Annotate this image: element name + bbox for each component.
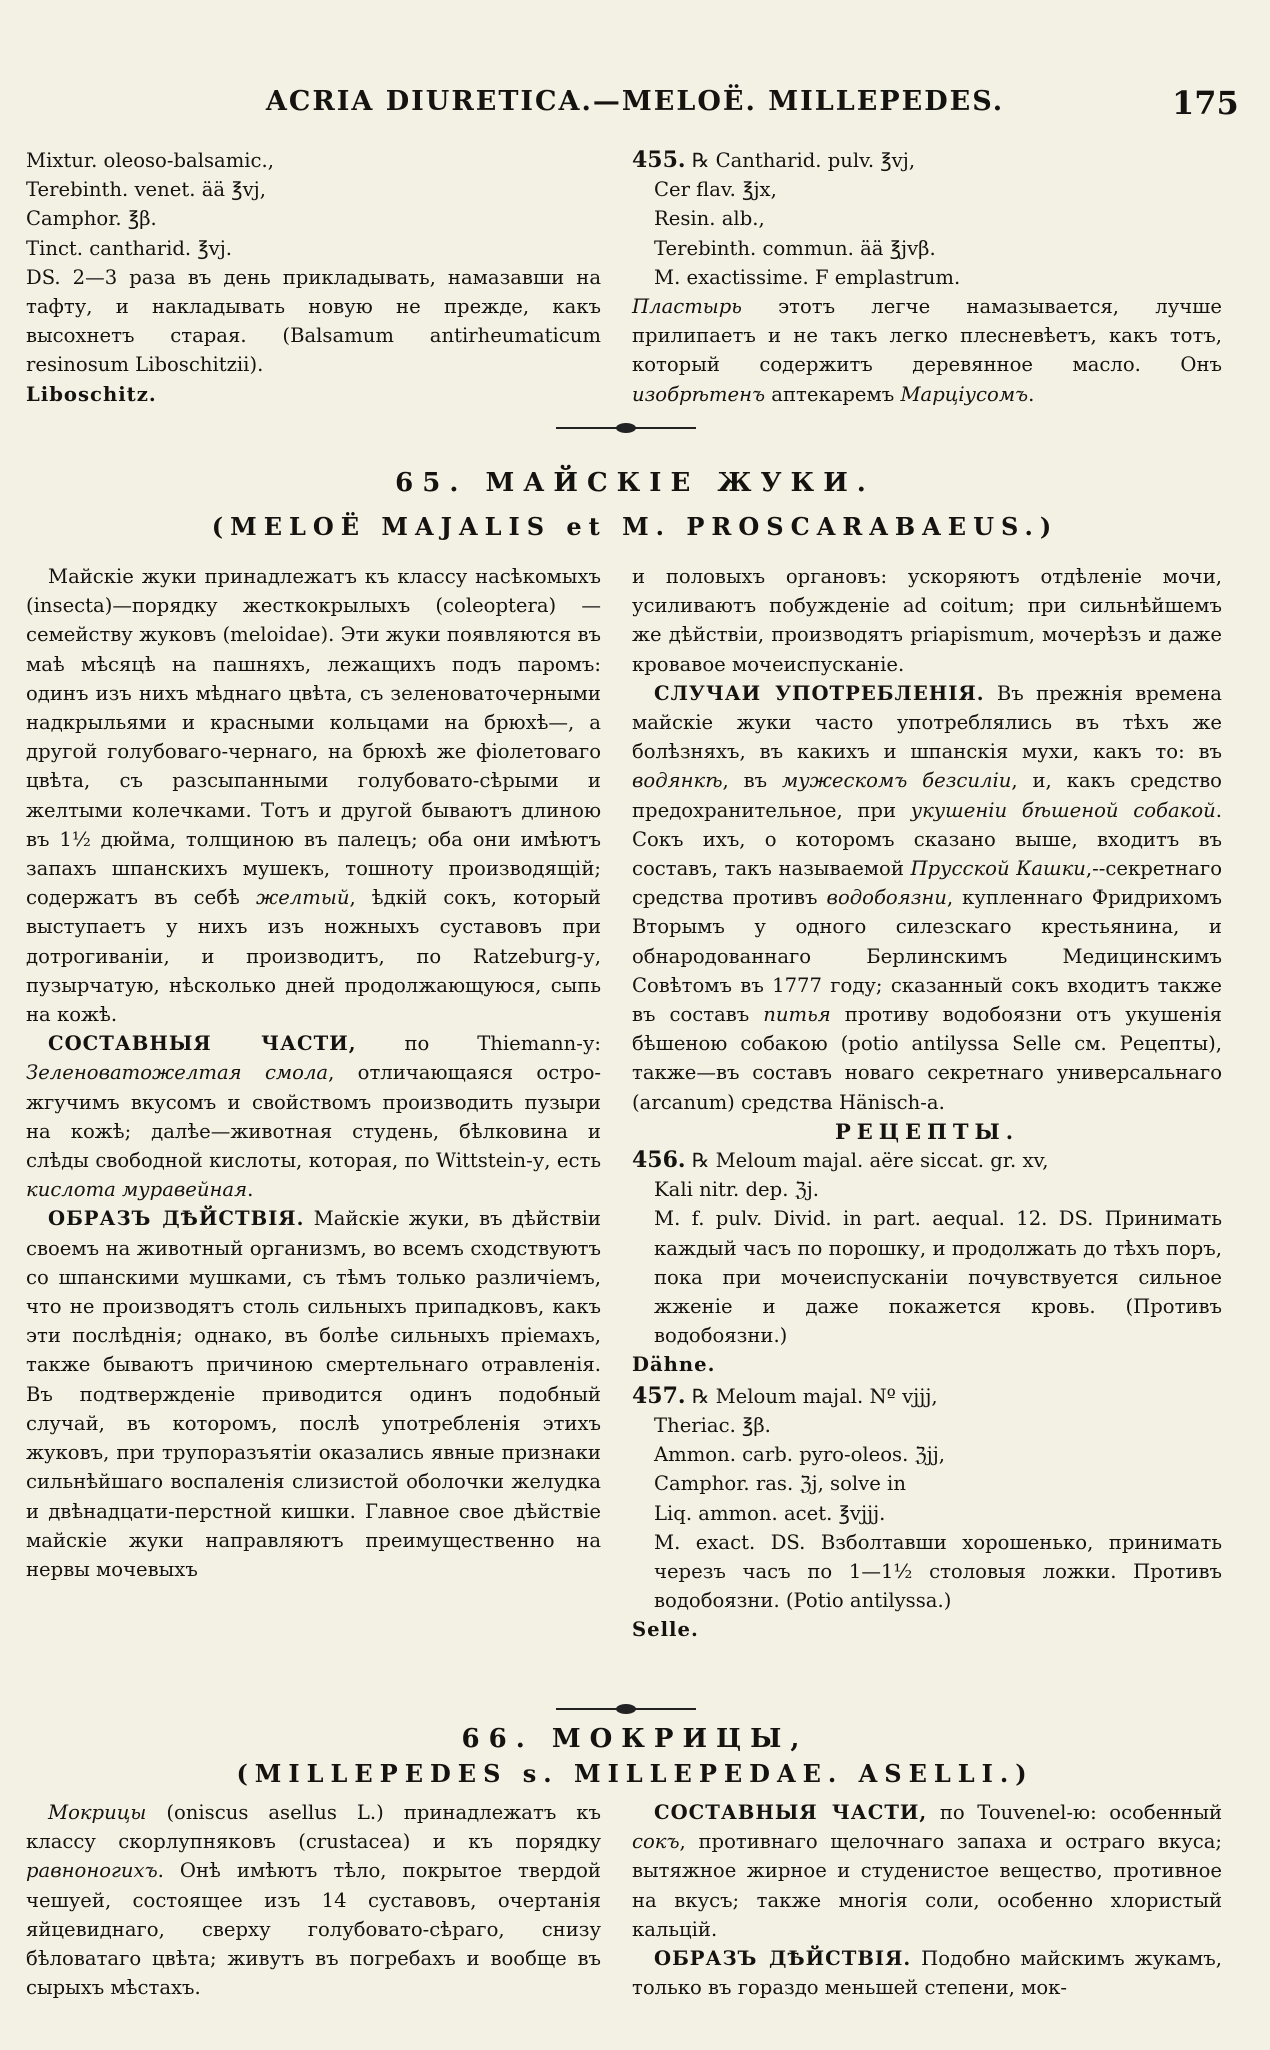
subheading: ОБРАЗЪ ДѢЙСТВІЯ. (48, 1207, 305, 1231)
recipe-signature: Liboschitz. (26, 382, 157, 406)
recipe-line: Camphor. ℥β. (26, 207, 157, 231)
paragraph (26, 1204, 601, 1584)
section-66-right-column (632, 1798, 1222, 2002)
recipe-number: 456. (632, 1147, 686, 1174)
body-italic: Мокрицы (48, 1801, 147, 1824)
body-text: , отличающаяся остро-жгучимъ вкусомъ и свойствомъ производить пузыри на кожѣ; далѣе—животная студень, бѣлковина и слѣды свободной кислоты, которая, по Wittstein-у, есть (26, 1061, 601, 1173)
body-text: , противнаго щелочнаго запаха и остраго вкуса; вытяжное жирное и студенистое вещество, противное на вкусъ; также многія соли, особенно хлористый кальцій. (632, 1830, 1222, 1941)
recipe-line: Cer flav. ℥jx, (654, 178, 777, 202)
recipe-455 (632, 146, 1222, 409)
paragraph (26, 562, 601, 1029)
section-65-right-column (632, 562, 1222, 1645)
body-text: , въ (722, 769, 782, 793)
body-text: , купленнаго Фридрихомъ Вторымъ у одного силезскаго крестьянина, и обнародованнаго Берлинскимъ Медицинскимъ Совѣтомъ въ 1777 году; сказанный сокъ входитъ также въ составъ (632, 886, 1222, 1027)
recipe-line: ℞ Cantharid. pulv. ℥vj, (691, 149, 916, 172)
body-italic: кислота муравейная (26, 1178, 248, 1202)
note-text: аптекаремъ (765, 382, 901, 406)
recipe-number: 455. (632, 147, 686, 173)
body-italic: сокъ (632, 1830, 680, 1854)
body-text: Въ прежнія времена майскіе жуки часто употреблялись въ тѣхъ же болѣзняхъ, въ какихъ и шпанскія мухи, какъ то: въ (632, 681, 1222, 764)
body-text: . (247, 1178, 254, 1202)
body-text: противу водобоязни отъ укушенія бѣшеною собакою (potio antilyssa Selle см. Рецепты), также—въ составъ новаго секретнаго универсальнаго (arcanum) средства Hänisch-а. (632, 1003, 1222, 1114)
running-head: ACRIA DIURETICA.—MELOË. MILLEPEDES. (265, 86, 1005, 117)
subheading: СОСТАВНЫЯ ЧАСТИ, (654, 1801, 928, 1824)
recipe-line: Ammon. carb. pyro-oleos. ℨjj, (654, 1443, 946, 1467)
body-text: Майскіе жуки, въ дѣйствіи своемъ на животный организмъ, во всемъ сходствуютъ со шпанскими мушками, съ тѣмъ только различіемъ, что не производятъ столь сильныхъ припадковъ, какъ эти послѣднія; однако, въ болѣе сильныхъ пріемахъ, также бываютъ причиною смертельнаго отравленія. Въ подтвержденіе приводится одинъ подобный случай, въ которомъ, послѣ употребленія этихъ жуковъ, при трупоразъятіи оказались явные признаки сильнѣйшаго воспаленія слизистой оболочки желудка и двѣнадцати-перстной кишки. Главное свое дѣйствіе майскіе жуки направляютъ преимущественно на нервы мочевыхъ (26, 1207, 601, 1581)
section-divider (556, 1704, 696, 1714)
page-number: 175 (1172, 84, 1239, 122)
paragraph (632, 1798, 1222, 1944)
note-italic: Пластырь (632, 295, 742, 319)
section-65-left-column (26, 562, 601, 1584)
note-text: этотъ легче намазывается, лучше прилипаетъ и не такъ легко плесневѣетъ, какъ тотъ, который содержитъ деревянное масло. Онъ (632, 295, 1222, 377)
paragraph (632, 679, 1222, 1117)
recipe-signature: Dähne. (632, 1353, 716, 1377)
body-text: . Онѣ имѣютъ тѣло, покрытое твердой чешуей, состоящее изъ 14 суставовъ, очертанія яйцевиднаго, сверху голубовато-сѣраго, снизу бѣловатаго цвѣта; живутъ въ погребахъ и вообще въ сырыхъ мѣстахъ. (26, 1859, 601, 2000)
body-text: . Сокъ ихъ, о которомъ сказано выше, входитъ въ составъ, такъ называемой (632, 798, 1222, 881)
paragraph: и половыхъ органовъ: ускоряютъ отдѣленіе мочи, усиливаютъ побужденіе ad coitum; при сильнѣйшемъ же дѣйствіи, производятъ priapismum, мочерѣзъ и даже кровавое мочеиспусканіе. (632, 565, 1222, 676)
body-italic: питья (763, 1003, 831, 1027)
body-italic: равноногихъ (26, 1859, 158, 1883)
body-italic: водобоязни (826, 886, 947, 910)
note-italic: Марціусомъ (900, 382, 1029, 406)
body-text: по Touvenel-ю: особенный (927, 1801, 1223, 1824)
paragraph (26, 1798, 601, 2002)
recipe-instructions: M. f. pulv. Divid. in part. aequal. 12. DS. Принимать каждый часъ по порошку, и продолжать до тѣхъ поръ, пока при мочеиспусканіи почувствуется сильное жженіе и даже покажется кровь. (Противъ водобоязни.) (654, 1207, 1222, 1348)
section-divider (556, 423, 696, 433)
section-65-title: 65. МАЙСКІЕ ЖУКИ. (395, 468, 875, 498)
body-italic: укушеніи бѣшеной собакой (910, 798, 1216, 822)
body-text: (oniscus asellus L.) принадлежатъ къ классу скорлупняковъ (crustacea) и къ порядку (26, 1801, 601, 1854)
recipe-line: Tinct. cantharid. ℥vj. (26, 236, 233, 260)
body-italic: желтый (255, 886, 350, 910)
recipe-signature: Selle. (632, 1618, 699, 1642)
recipe-instructions: DS. 2—3 раза въ день прикладывать, намазавши на тафту, и накладывать новую не прежде, какъ высохнетъ старая. (Balsamum antirheumaticum resinosum Liboschitzii). (26, 265, 601, 377)
recipe-line: Camphor. ras. ℨj, solve in (654, 1472, 906, 1496)
subheading: ОБРАЗЪ ДѢЙСТВІЯ. (654, 1947, 912, 1971)
subheading: СЛУЧАИ УПОТРЕБЛЕНІЯ. (654, 681, 985, 705)
body-text: , ѣдкій сокъ, который выступаетъ у нихъ изъ ножныхъ суставовъ при дотрогиваніи, и производитъ, по Ratzeburg-у, пузырчатую, нѣсколько дней продолжающуюся, сыпь на кожѣ. (26, 886, 601, 1027)
body-text: , и, какъ средство предохранительное, при (632, 769, 1222, 822)
recipe-line: ℞ Meloum majal. aëre siccat. gr. xv, (691, 1149, 1049, 1173)
recipe-line: Terebinth. venet. ää ℥vj, (26, 178, 266, 202)
body-italic: Зеленоватожелтая смола (26, 1061, 329, 1085)
body-italic: водянкѣ (632, 769, 723, 793)
body-italic: мужескомъ безсиліи (782, 769, 1012, 793)
recipe-line: M. exactissime. F emplastrum. (654, 265, 961, 289)
section-65-subtitle: (MELOË MAJALIS et M. PROSCARABAEUS.) (211, 512, 1059, 541)
recipe-line: Resin. alb., (654, 207, 765, 231)
recipe-line: ℞ Meloum majal. Nº vjjj, (691, 1384, 938, 1408)
subheading: СОСТАВНЫЯ ЧАСТИ, (48, 1032, 357, 1056)
recipe-line: Theriac. ℥β. (654, 1413, 771, 1437)
recipe-line: Terebinth. commun. ää ℥jvβ. (654, 236, 936, 260)
note-italic: изобрѣтенъ (632, 382, 766, 406)
section-66-left-column (26, 1798, 601, 2002)
section-66-subtitle: (MILLEPEDES s. MILLEPEDAE. ASELLI.) (236, 1759, 1034, 1788)
body-text: Подобно майскимъ жукамъ, только въ гораздо меньшей степени, мок- (632, 1947, 1222, 2000)
body-text: по Thiemann-у: (356, 1032, 601, 1056)
recipe-line: Mixtur. oleoso-balsamic., (26, 149, 274, 172)
recipe-note (632, 292, 1222, 409)
recipe-line: Kali nitr. dep. ℨj. (654, 1178, 820, 1202)
recipe-line: Liq. ammon. acet. ℥vjjj. (654, 1501, 886, 1525)
body-text: Майскіе жуки принадлежатъ къ классу насѣкомыхъ (insecta)—порядку жесткокрылыхъ (coleoptera) — семейству жуковъ (meloidae). Эти жуки появляются въ маѣ мѣсяцѣ на пашняхъ, лежащихъ подъ паромъ: одинъ изъ нихъ мѣднаго цвѣта, съ зеленоваточерными надкрыльями и красными кольцами на брюхѣ—, а другой голубоваго-чернаго, на брюхѣ же фіолетоваго цвѣта, съ разсыпанными голубовато-сѣрыми и желтыми колечками. Тотъ и другой бываютъ длиною въ 1½ дюйма, толщиною въ палецъ; оба они имѣютъ запахъ шпанскихъ мушекъ, тошноту производящій; содержатъ въ себѣ (26, 565, 601, 910)
recipe-instructions: M. exact. DS. Взболтавши хорошенько, принимать черезъ часъ по 1—1½ столовыя ложки. Противъ водобоязни. (Potio antilyssa.) (654, 1530, 1222, 1613)
paragraph (632, 1944, 1222, 2002)
paragraph (26, 1029, 601, 1204)
recipes-heading: РЕЦЕПТЫ. (834, 1118, 1020, 1144)
note-text: . (1028, 382, 1035, 406)
body-text: ,--секретнаго средства противъ (632, 857, 1222, 910)
top-left-recipe (26, 146, 601, 409)
section-66-title: 66. МОКРИЦЫ, (461, 1724, 809, 1754)
body-italic: Прусской Кашки (910, 857, 1086, 881)
recipe-number: 457. (632, 1382, 686, 1409)
